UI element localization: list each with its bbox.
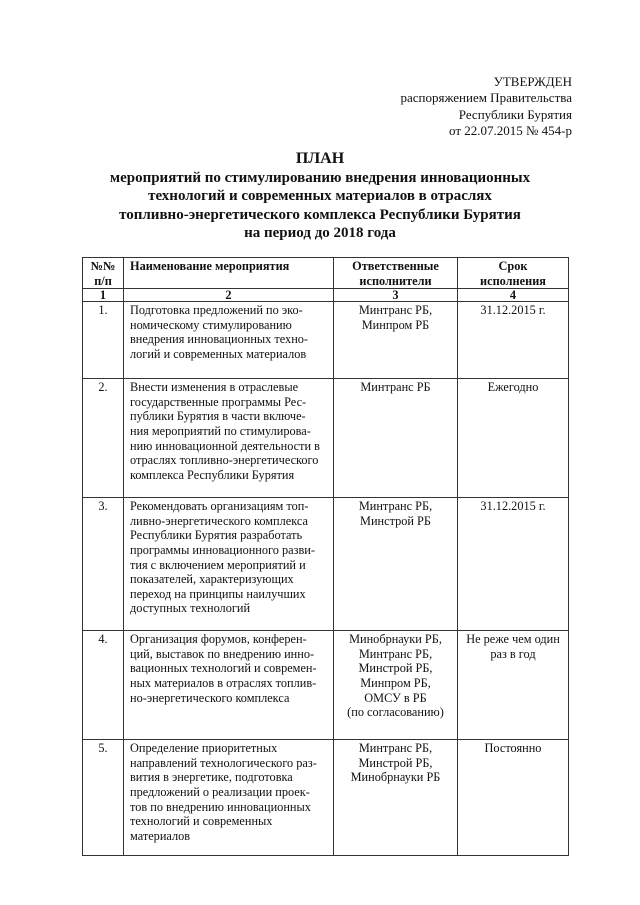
activity-name	[124, 740, 334, 856]
approval-date-number: от 22.07.2015 № 454-р	[449, 122, 572, 138]
column-number: 2	[124, 289, 334, 302]
plan-table	[82, 257, 569, 856]
approval-stamp	[400, 74, 572, 139]
cell-line: Постоянно	[484, 741, 542, 756]
approval-authority: распоряжением Правительства	[400, 90, 572, 106]
cell-line: доступных технологий	[130, 601, 251, 616]
header-text: п/п	[94, 273, 112, 288]
table-header-row	[83, 258, 569, 289]
cell-line: Внести изменения в отраслевые	[130, 380, 299, 395]
cell-line: номическому стимулированию	[130, 317, 292, 332]
table-row	[83, 302, 569, 379]
cell-line: тов по внедрению инновационных	[130, 799, 311, 814]
cell-line: 31.12.2015 г.	[480, 303, 546, 318]
cell-line: Минтранс РБ,	[358, 741, 433, 756]
cell-line: Ежегодно	[487, 380, 539, 395]
responsible-executors	[334, 379, 458, 498]
deadline	[458, 302, 569, 379]
cell-line: материалов	[130, 828, 191, 843]
deadline	[458, 498, 569, 631]
cell-line: публики Бурятия в части включе-	[130, 409, 306, 424]
cell-line: Республики Бурятия разработать	[130, 528, 303, 543]
header-text: Ответственные	[352, 259, 439, 273]
activity-name	[124, 302, 334, 379]
cell-line: нию инновационной деятельности в	[130, 438, 320, 453]
table-row	[83, 379, 569, 498]
header-text: №№	[90, 259, 116, 273]
header-name	[124, 258, 334, 289]
cell-line: ОМСУ в РБ	[364, 690, 427, 705]
cell-line: Организация форумов, конферен-	[130, 632, 307, 647]
cell-line: Минпром РБ,	[360, 675, 431, 690]
table-row	[83, 631, 569, 740]
approval-heading: УТВЕРЖДЕН	[493, 74, 572, 89]
responsible-executors	[334, 498, 458, 631]
approval-authority-region: Республики Бурятия	[458, 106, 572, 122]
column-number: 4	[458, 289, 569, 302]
header-text: Срок	[498, 259, 528, 273]
row-number: 2.	[83, 379, 124, 498]
cell-line: переход на принципы наилучших	[130, 586, 306, 601]
activity-name	[124, 498, 334, 631]
cell-line: 31.12.2015 г.	[480, 499, 546, 514]
cell-line: вития в энергетике, подготовка	[130, 770, 293, 785]
title-line: мероприятий по стимулированию внедрения инновационных	[109, 169, 531, 186]
header-deadline	[458, 258, 569, 289]
deadline	[458, 379, 569, 498]
cell-line: Минтранс РБ,	[358, 499, 433, 514]
deadline	[458, 631, 569, 740]
activity-name	[124, 631, 334, 740]
cell-line: Минпром РБ	[361, 317, 430, 332]
cell-line: Минстрой РБ	[360, 513, 431, 528]
cell-line: Минстрой РБ,	[358, 755, 433, 770]
cell-line: Рекомендовать организациям топ-	[130, 499, 309, 514]
cell-line: Не реже чем один	[466, 632, 560, 647]
responsible-executors	[334, 740, 458, 856]
header-text: исполнители	[359, 273, 432, 288]
title-line: топливно-энергетического комплекса Республики Бурятия	[119, 206, 521, 223]
row-number: 5.	[83, 740, 124, 856]
column-number: 3	[334, 289, 458, 302]
header-executors	[334, 258, 458, 289]
cell-line: ций, выставок по внедрению инно-	[130, 646, 315, 661]
table-row	[83, 498, 569, 631]
cell-line: Минтранс РБ,	[358, 646, 433, 661]
table-row	[83, 740, 569, 856]
cell-line: государственные программы Рес-	[130, 394, 307, 409]
header-number	[83, 258, 124, 289]
cell-line: логий и современных материалов	[130, 346, 307, 361]
cell-line: показателей, характеризующих	[130, 572, 294, 587]
cell-line: ния мероприятий по стимулирова-	[130, 423, 311, 438]
cell-line: технологий и современных	[130, 814, 273, 829]
row-number: 4.	[83, 631, 124, 740]
cell-line: Минстрой РБ,	[358, 661, 433, 676]
cell-line: направлений технологического раз-	[130, 755, 317, 770]
responsible-executors	[334, 302, 458, 379]
document-title	[0, 150, 640, 243]
cell-line: программы инновационного разви-	[130, 542, 315, 557]
cell-line: но-энергетического комплекса	[130, 690, 290, 705]
cell-line: Определение приоритетных	[130, 741, 278, 756]
column-number-row	[83, 289, 569, 302]
responsible-executors	[334, 631, 458, 740]
cell-line: комплекса Республики Бурятия	[130, 467, 295, 482]
cell-line: (по согласованию)	[347, 705, 444, 720]
cell-line: ливно-энергетического комплекса	[130, 513, 308, 528]
cell-line: вационных технологий и современ-	[130, 661, 317, 676]
cell-line: ных материалов в отраслях топлив-	[130, 675, 317, 690]
cell-line: предложений о реализации проек-	[130, 784, 310, 799]
column-number: 1	[83, 289, 124, 302]
title-main: ПЛАН	[295, 150, 345, 167]
cell-line: отраслях топливно-энергетического	[130, 453, 319, 468]
title-line: на период до 2018 года	[244, 225, 396, 241]
cell-line: Подготовка предложений по эко-	[130, 303, 303, 318]
row-number: 1.	[83, 302, 124, 379]
cell-line: Минтранс РБ,	[358, 303, 433, 318]
activity-name	[124, 379, 334, 498]
cell-line: Минобрнауки РБ	[350, 770, 441, 785]
cell-line: Минобрнауки РБ,	[349, 632, 442, 647]
cell-line: тия с включением мероприятий и	[130, 557, 306, 572]
header-text: Наименование мероприятия	[130, 259, 290, 273]
row-number: 3.	[83, 498, 124, 631]
cell-line: внедрения инновационных техно-	[130, 332, 309, 347]
title-line: технологий и современных материалов в отраслях	[148, 188, 492, 204]
header-text: исполнения	[480, 273, 546, 288]
deadline	[458, 740, 569, 856]
cell-line: Минтранс РБ	[360, 380, 431, 395]
cell-line: раз в год	[490, 646, 536, 661]
